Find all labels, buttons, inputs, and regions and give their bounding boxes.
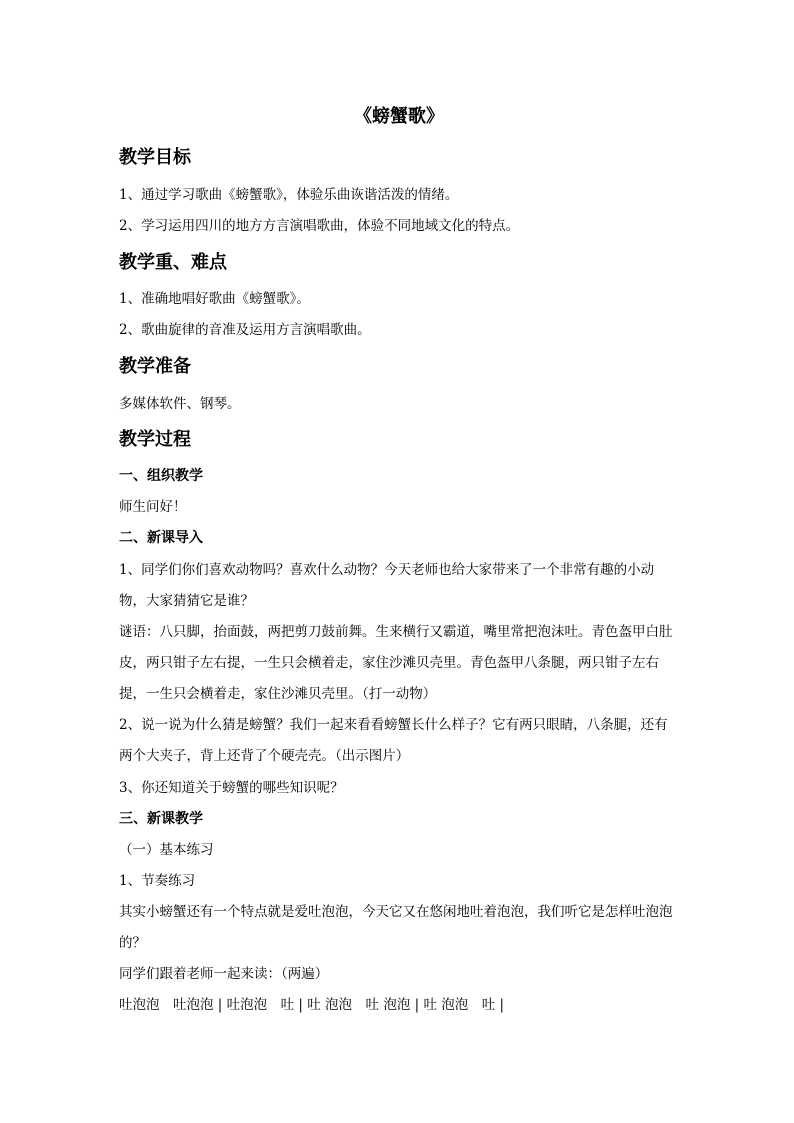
objective-item: 2、学习运用四川的地方方言演唱歌曲，体验不同地域文化的特点。: [119, 218, 520, 234]
section-heading-process: 教学过程: [119, 429, 191, 450]
document-title: 《螃蟹歌》: [354, 106, 444, 127]
paragraph: 1、节奏练习: [119, 873, 196, 889]
section-heading-key-points: 教学重、难点: [119, 252, 227, 273]
section-heading-preparation: 教学准备: [119, 356, 191, 377]
subsection-heading: 一、组织教学: [119, 468, 203, 484]
rhythm-line: 吐泡泡 吐泡泡 | 吐泡泡 吐 | 吐 泡泡 吐 泡泡 | 吐 泡泡 吐 |: [119, 997, 505, 1013]
section-heading-objectives: 教学目标: [119, 147, 191, 168]
subsection-heading: 三、新课教学: [119, 811, 203, 827]
paragraph: 2、说一说为什么猜是螃蟹？我们一起来看看螃蟹长什么样子？它有两只眼睛，八条腿，还有两个大夹子，背上还背了个硬壳壳。（出示图片）: [119, 717, 668, 764]
paragraph: （一）基本练习: [119, 842, 214, 858]
paragraph: 其实小螃蟹还有一个特点就是爱吐泡泡，今天它又在悠闲地吐着泡泡，我们听它是怎样吐泡泡的？: [119, 904, 673, 951]
subsection-heading: 二、新课导入: [119, 530, 203, 546]
preparation-item: 多媒体软件、钢琴。: [119, 396, 241, 412]
paragraph: 同学们跟着老师一起来读：（两遍）: [119, 966, 329, 982]
objective-item: 1、通过学习歌曲《螃蟹歌》，体验乐曲诙谐活泼的情绪。: [119, 187, 459, 203]
paragraph: 3、你还知道关于螃蟹的哪些知识呢？: [119, 780, 344, 796]
paragraph: 师生问好！: [119, 499, 187, 515]
paragraph: 1、同学们你们喜欢动物吗？喜欢什么动物？今天老师也给大家带来了一个非常有趣的小动物，大家猜猜它是谁？: [119, 562, 655, 609]
paragraph-riddle: 谜语：八只脚，抬面鼓，两把剪刀鼓前舞。生来横行又霸道，嘴里常把泡沫吐。青色盔甲白肚皮，两只钳子左右提，一生只会横着走，家住沙滩贝壳里。青色盔甲八条腿，两只钳子左右提，一生只会横着走，家住沙滩贝壳里。（打一动物）: [119, 624, 673, 702]
key-point-item: 2、歌曲旋律的音准及运用方言演唱歌曲。: [119, 322, 371, 338]
key-point-item: 1、准确地唱好歌曲《螃蟹歌》。: [119, 291, 310, 307]
